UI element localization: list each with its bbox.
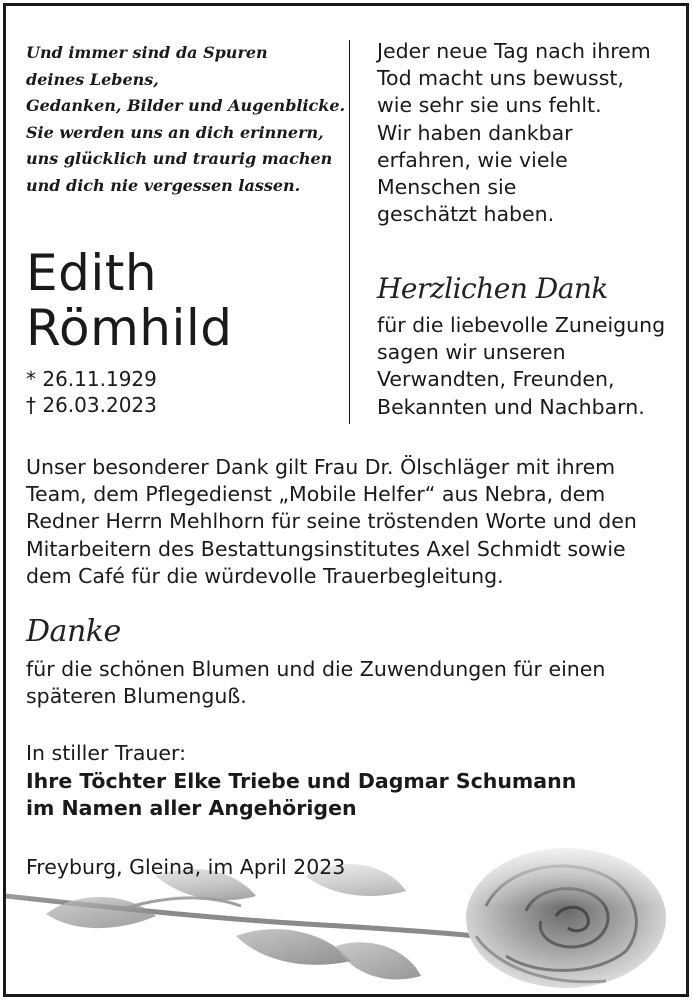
reflection-line: geschätzt haben.	[377, 202, 555, 227]
flowers-thanks-paragraph	[26, 656, 676, 710]
reflection-text	[377, 38, 677, 228]
poem-line: und dich nie vergessen lassen.	[26, 175, 301, 195]
deceased-name	[26, 246, 233, 356]
thanks-line: sagen wir unseren	[377, 340, 566, 365]
poem-line: deines Lebens,	[26, 69, 159, 89]
danke-heading: Danke	[26, 614, 121, 649]
reflection-line: Menschen sie	[377, 175, 517, 200]
birth-date: * 26.11.1929	[26, 367, 157, 391]
paragraph-line: Unser besonderer Dank gilt Frau Dr. Ölschläger mit ihrem	[26, 455, 616, 479]
paragraph-line: für die schönen Blumen und die Zuwendungen für einen	[26, 657, 606, 681]
deceased-last-name: Römhild	[26, 299, 233, 357]
thanks-line: für die liebevolle Zuneigung	[377, 313, 666, 337]
poem-line: Sie werden uns an dich erinnern,	[26, 122, 324, 142]
poem-line: uns glücklich und traurig machen	[26, 149, 333, 168]
reflection-line: Tod macht uns bewusst,	[377, 66, 624, 91]
paragraph-line: späteren Blumenguß.	[26, 684, 247, 709]
column-divider	[349, 40, 350, 424]
paragraph-line: Team, dem Pflegedienst „Mobile Helfer“ aus Nebra, dem	[26, 482, 606, 507]
mourners-line: im Namen aller Angehörigen	[26, 796, 357, 821]
special-thanks-paragraph	[26, 454, 676, 590]
thanks-heading: Herzlichen Dank	[377, 272, 608, 305]
thanks-text	[377, 312, 677, 421]
paragraph-line: dem Café für die würdevolle Trauerbegleitung.	[26, 563, 504, 588]
deceased-first-name: Edith	[26, 244, 158, 302]
reflection-line: wie sehr sie uns fehlt.	[377, 93, 602, 118]
reflection-line: erfahren, wie viele	[377, 147, 568, 172]
thanks-line: Bekannten und Nachbarn.	[377, 394, 645, 419]
mourning-label: In stiller Trauer:	[26, 741, 186, 765]
poem-line: Gedanken, Bilder und Augenblicke.	[26, 96, 346, 115]
paragraph-line: Redner Herrn Mehlhorn für seine tröstenden Worte und den	[26, 509, 637, 534]
reflection-line: Jeder neue Tag nach ihrem	[377, 39, 651, 63]
mourners	[26, 768, 576, 822]
death-date: † 26.03.2023	[26, 393, 157, 417]
poem-line: Und immer sind da Spuren	[26, 43, 268, 62]
thanks-line: Verwandten, Freunden,	[377, 367, 615, 392]
memorial-poem	[26, 40, 346, 199]
place-and-date: Freyburg, Gleina, im April 2023	[26, 855, 346, 879]
reflection-line: Wir haben dankbar	[377, 120, 573, 145]
obituary-notice	[3, 3, 689, 997]
life-dates	[26, 366, 157, 418]
mourners-line: Ihre Töchter Elke Triebe und Dagmar Schumann	[26, 769, 577, 793]
paragraph-line: Mitarbeitern des Bestattungsinstitutes Axel Schmidt sowie	[26, 536, 626, 561]
